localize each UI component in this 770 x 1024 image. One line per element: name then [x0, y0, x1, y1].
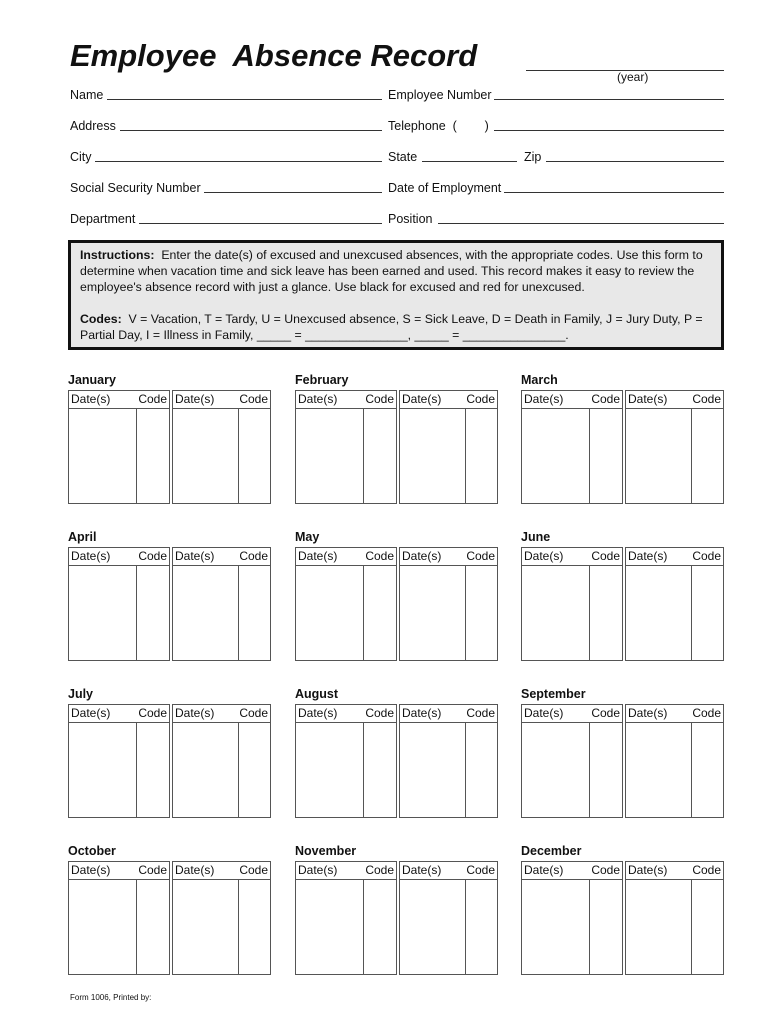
form-footer: Form 1006, Printed by:	[70, 993, 152, 1002]
code-cell[interactable]	[590, 879, 622, 974]
dates-cell[interactable]	[400, 722, 466, 817]
date-of-employment-label: Date of Employment	[388, 181, 502, 195]
code-column-header: Code	[591, 549, 620, 563]
code-column-header: Code	[365, 706, 394, 720]
month-october	[68, 844, 272, 976]
dates-column-header: Date(s)	[71, 549, 111, 563]
absence-table-half	[625, 861, 724, 975]
code-cell[interactable]	[241, 408, 270, 503]
address-field[interactable]	[120, 130, 382, 131]
dates-cell[interactable]	[173, 722, 239, 817]
instructions-label: Instructions:	[80, 248, 155, 262]
dates-column-header: Date(s)	[402, 549, 442, 563]
month-july	[68, 687, 272, 819]
dates-cell[interactable]	[626, 408, 692, 503]
dates-column-header: Date(s)	[71, 863, 111, 877]
absence-table-half	[399, 704, 498, 818]
telephone-label: Telephone ( )	[388, 119, 489, 133]
absence-table-half	[172, 861, 271, 975]
absence-table-half	[68, 390, 170, 504]
absence-table	[521, 547, 724, 662]
absence-table	[295, 547, 498, 662]
table-header	[296, 548, 396, 566]
table-header	[296, 862, 396, 880]
code-cell[interactable]	[468, 408, 497, 503]
dates-column-header: Date(s)	[71, 392, 111, 406]
dates-column-header: Date(s)	[402, 706, 442, 720]
codes-label: Codes:	[80, 312, 122, 326]
codes-text	[80, 311, 721, 343]
absence-table-half	[399, 390, 498, 504]
dates-column-header: Date(s)	[175, 549, 215, 563]
dates-cell[interactable]	[626, 722, 692, 817]
table-header	[400, 705, 497, 723]
name-field[interactable]	[107, 99, 382, 100]
month-june	[521, 530, 725, 662]
code-column-header: Code	[466, 706, 495, 720]
position-label: Position	[388, 212, 433, 226]
dates-column-header: Date(s)	[628, 706, 668, 720]
code-column-header: Code	[466, 392, 495, 406]
dates-cell[interactable]	[522, 565, 588, 660]
absence-table	[295, 390, 498, 505]
absence-table-half	[68, 547, 170, 661]
position-field[interactable]	[438, 223, 724, 224]
instructions-text	[80, 247, 721, 295]
dates-cell[interactable]	[626, 879, 692, 974]
code-column-header: Code	[692, 863, 721, 877]
absence-table	[295, 861, 498, 976]
month-name: April	[68, 530, 97, 544]
dates-column-header: Date(s)	[298, 863, 338, 877]
employee-number-label: Employee Number	[388, 88, 492, 102]
table-header	[522, 391, 622, 409]
absence-table	[68, 390, 271, 505]
address-label: Address	[70, 119, 116, 133]
zip-label: Zip	[524, 150, 542, 164]
absence-table-half	[399, 547, 498, 661]
dates-cell[interactable]	[522, 879, 588, 974]
absence-table-half	[295, 861, 397, 975]
code-cell[interactable]	[137, 408, 169, 503]
dates-column-header: Date(s)	[71, 706, 111, 720]
absence-table-half	[625, 704, 724, 818]
absence-table-half	[399, 861, 498, 975]
table-header	[522, 705, 622, 723]
absence-table	[521, 704, 724, 819]
dates-cell[interactable]	[173, 565, 239, 660]
table-header	[400, 862, 497, 880]
table-header	[626, 391, 723, 409]
dates-cell[interactable]	[296, 408, 362, 503]
state-label: State	[388, 150, 418, 164]
code-cell[interactable]	[468, 879, 497, 974]
table-header	[173, 391, 270, 409]
code-cell[interactable]	[694, 408, 723, 503]
month-name: May	[295, 530, 320, 544]
dates-cell[interactable]	[69, 879, 135, 974]
code-column-header: Code	[466, 549, 495, 563]
code-cell[interactable]	[241, 879, 270, 974]
month-november	[295, 844, 499, 976]
table-header	[69, 705, 169, 723]
code-cell[interactable]	[468, 722, 497, 817]
table-header	[522, 548, 622, 566]
absence-table-half	[521, 704, 623, 818]
code-column-header: Code	[591, 863, 620, 877]
code-cell[interactable]	[364, 879, 396, 974]
dates-cell[interactable]	[69, 408, 135, 503]
instructions-box	[68, 240, 724, 350]
code-cell[interactable]	[137, 722, 169, 817]
absence-table	[68, 704, 271, 819]
absence-table-half	[295, 390, 397, 504]
table-header	[296, 705, 396, 723]
dates-column-header: Date(s)	[298, 706, 338, 720]
code-column-header: Code	[365, 863, 394, 877]
month-december	[521, 844, 725, 976]
codes-body: V = Vacation, T = Tardy, U = Unexcused absence, S = Sick Leave, D = Death in Family, J = Jury Duty, P = Partial Day, I = Illness in Family, _____ = _______________, _____ = _______________.	[80, 312, 703, 342]
month-february	[295, 373, 499, 505]
code-cell[interactable]	[694, 879, 723, 974]
code-column-header: Code	[239, 549, 268, 563]
table-header	[173, 705, 270, 723]
absence-table	[68, 861, 271, 976]
employee-number-field[interactable]	[494, 99, 724, 100]
absence-table-half	[172, 390, 271, 504]
code-column-header: Code	[138, 392, 167, 406]
month-march	[521, 373, 725, 505]
code-column-header: Code	[466, 863, 495, 877]
dates-column-header: Date(s)	[175, 863, 215, 877]
month-may	[295, 530, 499, 662]
table-header	[400, 548, 497, 566]
dates-cell[interactable]	[522, 722, 588, 817]
dates-cell[interactable]	[173, 879, 239, 974]
dates-cell[interactable]	[69, 722, 135, 817]
dates-cell[interactable]	[400, 879, 466, 974]
code-column-header: Code	[591, 706, 620, 720]
ssn-field[interactable]	[204, 192, 382, 193]
absence-table-half	[521, 390, 623, 504]
instructions-body: Enter the date(s) of excused and unexcused absences, with the appropriate codes. Use this form to determine when vacation time and sick leave has been earned and used. This record makes it easy to review the employee's absence record with just a glance. Use black for excused and red for unexcused.	[80, 248, 703, 294]
dates-cell[interactable]	[296, 565, 362, 660]
dates-cell[interactable]	[522, 408, 588, 503]
dates-cell[interactable]	[400, 565, 466, 660]
month-name: August	[295, 687, 339, 701]
month-name: October	[68, 844, 116, 858]
table-header	[626, 705, 723, 723]
dates-cell[interactable]	[400, 408, 466, 503]
month-august	[295, 687, 499, 819]
absence-table-half	[295, 704, 397, 818]
dates-column-header: Date(s)	[298, 549, 338, 563]
code-column-header: Code	[138, 549, 167, 563]
table-header	[522, 862, 622, 880]
absence-table-half	[295, 547, 397, 661]
code-column-header: Code	[138, 863, 167, 877]
code-cell[interactable]	[590, 565, 622, 660]
dates-column-header: Date(s)	[628, 392, 668, 406]
code-cell[interactable]	[364, 722, 396, 817]
code-cell[interactable]	[590, 722, 622, 817]
month-january	[68, 373, 272, 505]
code-cell[interactable]	[694, 565, 723, 660]
dates-cell[interactable]	[296, 879, 362, 974]
code-cell[interactable]	[364, 408, 396, 503]
state-field[interactable]	[422, 161, 517, 162]
city-label: City	[70, 150, 92, 164]
table-header	[400, 391, 497, 409]
code-column-header: Code	[692, 549, 721, 563]
absence-table-half	[172, 704, 271, 818]
dates-column-header: Date(s)	[298, 392, 338, 406]
dates-column-header: Date(s)	[175, 392, 215, 406]
absence-table-half	[172, 547, 271, 661]
table-header	[69, 548, 169, 566]
month-name: January	[68, 373, 116, 387]
table-header	[173, 862, 270, 880]
dates-cell[interactable]	[626, 565, 692, 660]
absence-table-half	[625, 390, 724, 504]
date-of-employment-field[interactable]	[504, 192, 724, 193]
absence-table-half	[521, 547, 623, 661]
code-cell[interactable]	[468, 565, 497, 660]
code-column-header: Code	[365, 392, 394, 406]
ssn-label: Social Security Number	[70, 181, 201, 195]
absence-table-half	[68, 861, 170, 975]
code-column-header: Code	[239, 392, 268, 406]
code-column-header: Code	[239, 706, 268, 720]
month-april	[68, 530, 272, 662]
code-cell[interactable]	[241, 722, 270, 817]
table-header	[69, 391, 169, 409]
dates-column-header: Date(s)	[524, 392, 564, 406]
month-name: March	[521, 373, 558, 387]
city-field[interactable]	[95, 161, 382, 162]
code-cell[interactable]	[694, 722, 723, 817]
code-cell[interactable]	[241, 565, 270, 660]
code-column-header: Code	[591, 392, 620, 406]
month-name: June	[521, 530, 551, 544]
absence-table-half	[625, 547, 724, 661]
month-name: November	[295, 844, 357, 858]
code-column-header: Code	[365, 549, 394, 563]
month-name: February	[295, 373, 349, 387]
month-september	[521, 687, 725, 819]
code-column-header: Code	[239, 863, 268, 877]
table-header	[173, 548, 270, 566]
dates-column-header: Date(s)	[524, 549, 564, 563]
month-name: December	[521, 844, 582, 858]
absence-table	[68, 547, 271, 662]
dates-cell[interactable]	[69, 565, 135, 660]
code-cell[interactable]	[590, 408, 622, 503]
department-label: Department	[70, 212, 136, 226]
code-column-header: Code	[692, 706, 721, 720]
dates-column-header: Date(s)	[524, 706, 564, 720]
absence-table-half	[68, 704, 170, 818]
telephone-field[interactable]	[494, 130, 724, 131]
page-title: Employee Absence Record	[70, 38, 478, 73]
dates-column-header: Date(s)	[524, 863, 564, 877]
table-header	[626, 862, 723, 880]
dates-column-header: Date(s)	[628, 549, 668, 563]
table-header	[626, 548, 723, 566]
absence-table	[295, 704, 498, 819]
month-name: September	[521, 687, 586, 701]
department-field[interactable]	[139, 223, 382, 224]
month-name: July	[68, 687, 94, 701]
code-cell[interactable]	[137, 879, 169, 974]
code-column-header: Code	[138, 706, 167, 720]
table-header	[69, 862, 169, 880]
code-cell[interactable]	[364, 565, 396, 660]
zip-field[interactable]	[546, 161, 724, 162]
table-header	[296, 391, 396, 409]
absence-table-half	[521, 861, 623, 975]
dates-column-header: Date(s)	[175, 706, 215, 720]
name-label: Name	[70, 88, 104, 102]
dates-cell[interactable]	[173, 408, 239, 503]
dates-column-header: Date(s)	[628, 863, 668, 877]
code-cell[interactable]	[137, 565, 169, 660]
absence-table	[521, 390, 724, 505]
dates-column-header: Date(s)	[402, 392, 442, 406]
code-column-header: Code	[692, 392, 721, 406]
year-label: (year)	[617, 70, 649, 84]
absence-table	[521, 861, 724, 976]
dates-column-header: Date(s)	[402, 863, 442, 877]
dates-cell[interactable]	[296, 722, 362, 817]
